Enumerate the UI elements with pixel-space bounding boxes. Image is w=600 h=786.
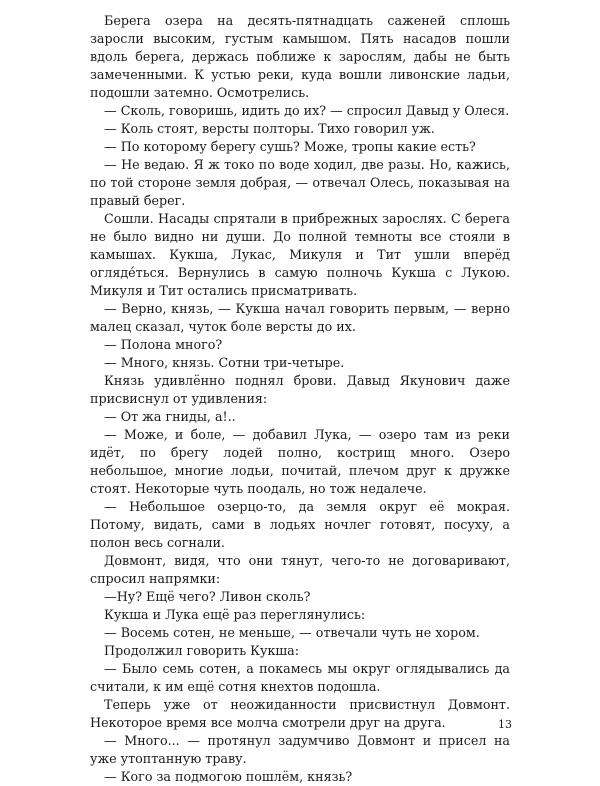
paragraph: — Небольшое озерцо-то, да земля округ её мокрая. Потому, видать, сами в лодьях ночлег готовят, посуху, а полон весь согнали. bbox=[90, 499, 510, 550]
paragraph: — Полона много? bbox=[104, 337, 223, 352]
paragraph: — Восемь сотен, не меньше, — отвечали чуть не хором. bbox=[104, 625, 480, 640]
paragraph: — Было семь сотен, а покамесь мы округ оглядывались да считали, к им ещё сотня кнехтов подошла. bbox=[90, 661, 510, 694]
paragraph: Теперь уже от неожиданности присвистнул Довмонт. Некоторое время все молча смотрели друг на друга. bbox=[90, 697, 510, 730]
body-text bbox=[90, 12, 510, 786]
paragraph: — Коль стоят, версты полторы. Тихо говорил уж. bbox=[104, 121, 435, 136]
paragraph: Сошли. Насады спрятали в прибрежных зарослях. С берега не было видно ни души. До полной темноты все стояли в камышах. Кукша, Лукас, Микуля и Тит ушли вперёд огляде́ться. Вернулись в самую полночь Кукша с Лукою. Микуля и Тит остались присматривать. bbox=[90, 211, 510, 298]
paragraph: Кукша и Лука ещё раз переглянулись: bbox=[104, 607, 366, 622]
paragraph: — Много, князь. Сотни три-четыре. bbox=[104, 355, 345, 370]
paragraph: Берега озера на десять-пятнадцать саженей сплошь заросли высоким, густым камышом. Пять насадов пошли вдоль берега, держась поближе к зарослям, дабы не быть замеченными. К устью реки, куда вошли ливонские ладьи, подошли затемно. Осмотрелись. bbox=[90, 13, 510, 100]
paragraph: — По которому берегу сушь? Може, тропы какие есть? bbox=[104, 139, 476, 154]
paragraph: — Сколь, говоришь, идить до их? — спросил Давыд у Олеся. bbox=[104, 103, 510, 118]
paragraph: — Много... — протянул задумчиво Довмонт и присел на уже утоптанную траву. bbox=[90, 733, 510, 766]
paragraph: — От жа гниды, а!.. bbox=[104, 409, 236, 424]
page-number: 13 bbox=[498, 718, 512, 731]
paragraph: — Не ведаю. Я ж токо по воде ходил, две разы. Но, кажись, по той стороне земля добрая, — отвечал Олесь, показывая на правый берег. bbox=[90, 157, 510, 208]
paragraph: Продолжил говорить Кукша: bbox=[104, 643, 300, 658]
paragraph: — Верно, князь, — Кукша начал говорить первым, — верно малец сказал, чуток боле версты до их. bbox=[90, 301, 510, 334]
paragraph: Довмонт, видя, что они тянут, чего-то не договаривают, спросил напрямки: bbox=[90, 553, 510, 586]
paragraph: —Ну? Ещё чего? Ливон сколь? bbox=[104, 589, 311, 604]
paragraph: — Може, и боле, — добавил Лука, — озеро там из реки идёт, по брегу лодей полно, кострищ много. Озеро небольшое, многие лодьи, почитай, плечом друг к дружке стоят. Некоторые чуть поодаль, но тож недалече. bbox=[90, 427, 510, 496]
paragraph: — Кого за подмогою пошлём, князь? bbox=[104, 769, 353, 784]
paragraph: Князь удивлённо поднял брови. Давыд Якунович даже присвиснул от удивления: bbox=[90, 373, 510, 406]
